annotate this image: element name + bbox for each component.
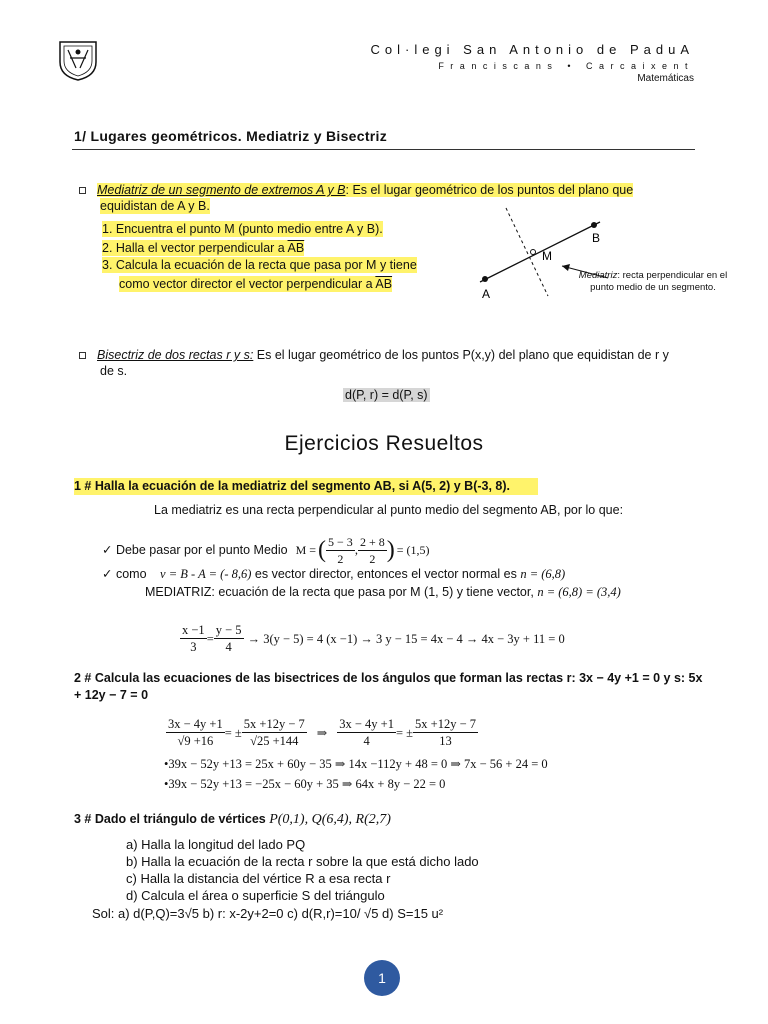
step-1: 1. Encuentra el punto M (punto medio entre A y B). <box>102 222 383 236</box>
list-item: d) Calcula el área o superficie S del triángulo <box>126 888 385 903</box>
step-3: 3. Calcula la ecuación de la recta que pasa por M y tiene <box>102 258 417 272</box>
ex1-check-2: ✓ como v = B - A = (- 8,6) es vector director, entonces el vector normal es n = (6,8) <box>102 567 566 581</box>
ex1-check-1: ✓ Debe pasar por el punto Medio M = ( $\frac{5 - 3}{2}$ , $\frac{2 + 8}{2}$ ) = (1,5) <box>102 534 430 566</box>
label-a: A <box>482 287 491 301</box>
ex2-line-2: •39x − 52y +13 = −25x − 60y + 35 ⇒ 64x + 8y − 22 = 0 <box>164 777 446 791</box>
bullet-icon <box>79 187 86 194</box>
check-icon: ✓ <box>102 543 116 557</box>
ex1-line-3: MEDIATRIZ: ecuación de la recta que pasa por M (1, 5) y tiene vector, n = (6,8) = (3,4) <box>145 585 621 599</box>
ex1-equation: $\frac{x -1}{3}$ = $\frac{y - 5}{4}$ → 3(y − 5) = 4 (x −1) → 3 y − 15 = 4x − 4 → 4x − 3y + 11 = 0 <box>182 623 565 654</box>
ex3-items <box>126 836 479 904</box>
section-divider <box>72 149 695 150</box>
ex3-solution: Sol: a) d(P,Q)=3√5 b) r: x-2y+2=0 c) d(R,r)=10/ √5 d) S=15 u² <box>92 906 444 921</box>
ex2-title-2: + 12y − 7 = 0 <box>74 688 149 702</box>
bisectriz-definition-2: de s. <box>100 364 128 378</box>
ex1-intro: La mediatriz es una recta perpendicular al punto medio del segmento AB, por lo que: <box>154 503 624 517</box>
diagram-caption: Mediatriz: recta perpendicular en el punto medio de un segmento. <box>578 270 728 293</box>
bisectriz-formula: d(P, r) = d(P, s) <box>345 388 428 402</box>
ex1-title: 1 # Halla la ecuación de la mediatriz del segmento AB, si A(5, 2) y B(-3, 8). <box>74 478 538 495</box>
point-b <box>591 222 597 228</box>
bullet-icon <box>79 352 86 359</box>
mediatriz-term: Mediatriz de un segmento de extremos A y B <box>97 183 346 197</box>
ex3-title: 3 # Dado el triángulo de vértices P(0,1), Q(6,4), R(2,7) <box>74 812 391 827</box>
point-a <box>482 276 488 282</box>
school-logo <box>58 38 98 82</box>
list-item: c) Halla la distancia del vértice R a esa recta r <box>126 871 391 886</box>
label-b: B <box>592 231 601 245</box>
mediatriz-definition: Mediatriz de un segmento de extremos A y B: Es el lugar geométrico de los puntos del plano que <box>97 183 634 197</box>
list-item: b) Halla la ecuación de la recta r sobre la que está dicho lado <box>126 854 479 869</box>
mediatriz-definition-2: equidistan de A y B. <box>100 199 210 213</box>
ex2-line-1: •39x − 52y +13 = 25x + 60y − 35 ⇒ 14x −112y + 48 = 0 ⇒ 7x − 56 + 24 = 0 <box>164 757 548 771</box>
school-name: Col·legi San Antonio de PaduA <box>370 42 694 57</box>
school-header <box>370 42 694 84</box>
label-m: M <box>542 249 552 263</box>
check-icon: ✓ <box>102 567 116 581</box>
mediatriz-diagram <box>440 200 740 320</box>
school-subtitle: Franciscans • Carcaixent <box>438 61 694 71</box>
step-2: 2. Halla el vector perpendicular a $\overline{AB}$ <box>102 241 305 255</box>
point-m <box>531 250 536 255</box>
resueltos-title: Ejercicios Resueltos <box>284 432 484 455</box>
ex2-title: 2 # Calcula las ecuaciones de las bisectrices de los ángulos que forman las rectas r: 3x − 4y +1 = 0 y s: 5x <box>74 671 703 685</box>
caption-arrowhead <box>562 264 570 271</box>
bisectriz-term: Bisectriz de dos rectas r y s: <box>97 348 254 362</box>
bisectriz-definition: Bisectriz de dos rectas r y s: Es el lugar geométrico de los puntos P(x,y) del plano que equidistan de r y <box>97 348 669 362</box>
subject-label: Matemáticas <box>637 73 694 84</box>
section-title: 1/ Lugares geométricos. Mediatriz y Bisectriz <box>74 128 388 144</box>
page-number-badge: 1 <box>364 960 400 996</box>
list-item: a) Halla la longitud del lado PQ <box>126 837 306 852</box>
ex2-formula: $\frac{3x - 4y +1}{√9 +16}$ = ± $\frac{5x +12y - 7}{√25 +144}$ ⇒ $\frac{3x - 4y +1}{4}$ = ± $\frac{5x +12y - 7}{13}$ <box>168 717 477 748</box>
step-3b: como vector director el vector perpendicular a $\overline{AB}$ <box>119 277 393 291</box>
